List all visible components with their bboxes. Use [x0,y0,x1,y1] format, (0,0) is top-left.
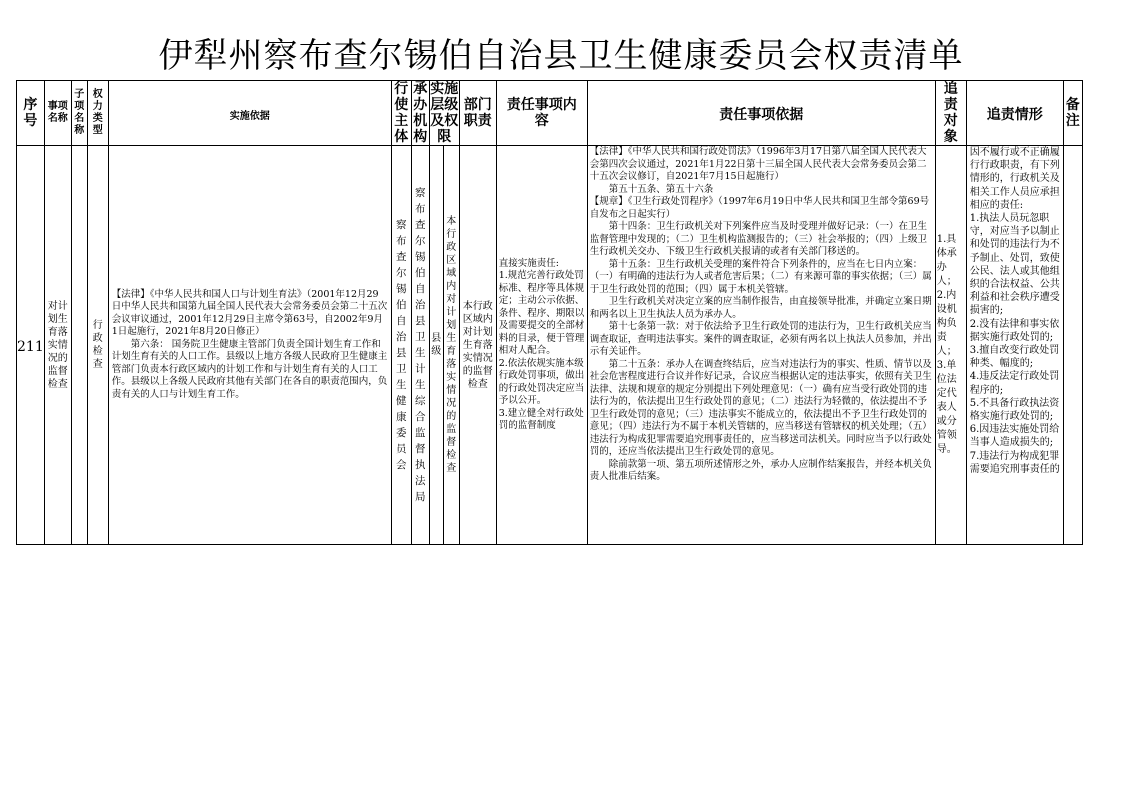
header-sub-item-name: 子项名称 [71,81,87,146]
resp-basis-para: 第十五条：卫生行政机关受理的案件符合下列条件的，应当在七日内立案：（一）有明确的违法行为人或者危害后果；（二）有来源可靠的事实依据；（三）属于卫生行政处罚的范围；（四）属于本机关管辖。 [589,258,932,295]
resp-content-line: 2.依法依规实施本级行政处罚事项，做出的行政处罚决定应当予以公开。 [498,357,585,406]
resp-basis-para: 除前款第一项、第五项所述情形之外，承办人应制作结案报告，并经本机关负责人批准后结案。 [589,458,932,482]
row-basis [108,146,391,545]
header-resp-content: 责任事项内容 [496,81,587,146]
header-dept-duty: 部门职责 [459,81,496,146]
resp-basis-para: 【规章】《卫生行政处罚程序》（1997年6月19日中华人民共和国卫生部令第69号 自发布之日起实行） [589,196,930,220]
resp-content-line: 3.建立健全对行政处罚的监督制度 [498,407,584,431]
circumstance-line: 3.擅自改变行政处罚种类、幅度的; [969,345,1060,370]
resp-basis-para: 第十四条：卫生行政机关对下列案件应当及时受理并做好记录：（一）在卫生监督管理中发现的；（二）卫生机构监测报告的；（三）社会举报的；（四）上级卫生行政机关交办、下级卫生行政机关报请的或者有关部门移送的。 [589,221,927,257]
resp-content-line: 1.规范完善行政处罚标准、程序等具体规定；主动公示依据、条件、程序、期限以及需要提交的全部材料的目录，便于管理相对人配合。 [498,270,585,356]
row-accountable: 1.具体承办人；2.内设机构负责人；3.单位法定代表人或分管领导。 [935,146,966,545]
resp-basis-para: 【法律】《中华人民共和国行政处罚法》（1996年3月17日第八届全国人民代表大会第四次会议通过，2021年1月22日第十三届全国人民代表大会常务委员会第二十五次会议修订，自2021年7月15日起施行） [589,146,927,182]
table-row [17,146,1083,545]
basis-law: 【法律】《中华人民共和国人口与计划生育法》（2001年12月29日中华人民共和国第九届全国人民代表大会常务委员会第二十五次会议审议通过，2001年12月29日主席令第63号，自2002年9月1日起施行，2021年8月20日修正） [111,288,388,338]
header-seq: 序号 [17,81,45,146]
row-remarks [1063,146,1082,545]
header-circumstances: 追责情形 [966,81,1063,146]
header-agency: 承办机构 [413,81,428,145]
row-item-name: 对计划生育落实情况的监督检查 [44,146,71,545]
circumstance-line: 7.违法行为构成犯罪需要追究刑事责任的 [969,450,1060,475]
page-title: 伊犁州察布查尔锡伯自治县卫生健康委员会权责清单 [158,36,964,76]
row-agency: 察布查尔锡伯自治县卫生计生综合监督执法局 [411,146,429,545]
circumstance-line: 因不履行或不正确履行行政职责，有下列情形的，行政机关及相关工作人员应承担相应的责任: [969,147,1060,211]
row-resp-content [496,146,587,545]
circumstance-line: 2.没有法律和事实依据实施行政处罚的; [969,318,1060,343]
header-power-type: 权力类型 [87,81,108,146]
row-subject: 察布查尔锡伯自治县卫生健康委员会 [391,146,411,545]
row-seq: 211 [17,146,45,545]
circumstance-line: 1.执法人员玩忽职守，对应当予以制止和处罚的违法行为不予制止、处罚，致使公民、法人或其他组织的合法权益、公共利益和社会秩序遭受损害的; [969,213,1060,317]
header-accountable: 追责对象 [935,81,966,146]
header-basis: 实施依据 [108,81,391,146]
resp-basis-para: 第五十五条、第五十六条 [608,183,714,195]
row-resp-basis [587,146,935,545]
circumstance-line: 6.因违法实施处罚给当事人造成损失的; [969,424,1060,449]
header-item-name: 事项名称 [44,81,71,146]
row-dept-duty: 本行政区域内对计划生育落实情况的监督检查 [459,146,496,545]
resp-basis-para: 卫生行政机关对决定立案的应当制作报告，由直接领导批准，并确定立案日期和两名以上卫生执法人员为承办人。 [589,296,932,320]
header-remarks: 备注 [1063,81,1082,146]
row-power-type: 行政检查 [87,146,108,545]
responsibility-table [16,80,1083,545]
resp-basis-para: 第十七条第一款：对于依法给予卫生行政处罚的违法行为，卫生行政机关应当调查取证，查明违法事实。案件的调查取证，必须有两名以上执法人员参加，并出示有关证件。 [589,321,932,357]
circumstance-line: 4.违反法定行政处罚程序的; [969,371,1060,396]
level-label: 县级 [431,333,442,357]
row-circumstances [966,146,1063,545]
row-sub-item-name [71,146,87,545]
row-level [429,146,459,545]
basis-article: 第六条： 国务院卫生健康主管部门负责全国计划生育工作和计划生育有关的人口工作。县级以上地方各级人民政府卫生健康主管部门负责本行政区域内的计划工作和与计划生育有关的人口工作。县级以上各级人民政府其他有关部门在各自的职责范围内，负责有关的人口与计划生育工作。 [111,338,388,400]
circumstance-line: 5.不具备行政执法资格实施行政处罚的; [969,397,1060,423]
header-level: 实施层级及权限 [430,81,459,145]
resp-basis-para: 第二十五条：承办人在调查终结后，应当对违法行为的事实、性质、情节以及社会危害程度进行合议并作好记录，合议应当根据认定的违法事实，依照有关卫生法律、法规和规章的规定分别提出下列处理意见：（一）确有应当受行政处罚的违法行为的，依法提出卫生行政处罚的意见；（二）违法行为轻微的，依法提出不予卫生行政处罚的意见；（三）违法事实不能成立的，依法提出不予卫生行政处罚的意见；（四）违法行为不属于本机关管辖的，应当移送有管辖权的机关处理；（五）违法行为构成犯罪需要追究刑事责任的，应当移送司法机关。同时应当予以行政处罚的，还应当依法提出卫生行政处罚的意见。 [589,358,932,457]
resp-content-line: 直接实施责任: [498,257,559,269]
header-row [17,81,1083,146]
level-scope: 本行政区域内对计划生育落实情况的监督检查 [446,216,457,474]
header-resp-basis: 责任事项依据 [587,81,935,146]
header-subject: 行使主体 [391,81,411,146]
